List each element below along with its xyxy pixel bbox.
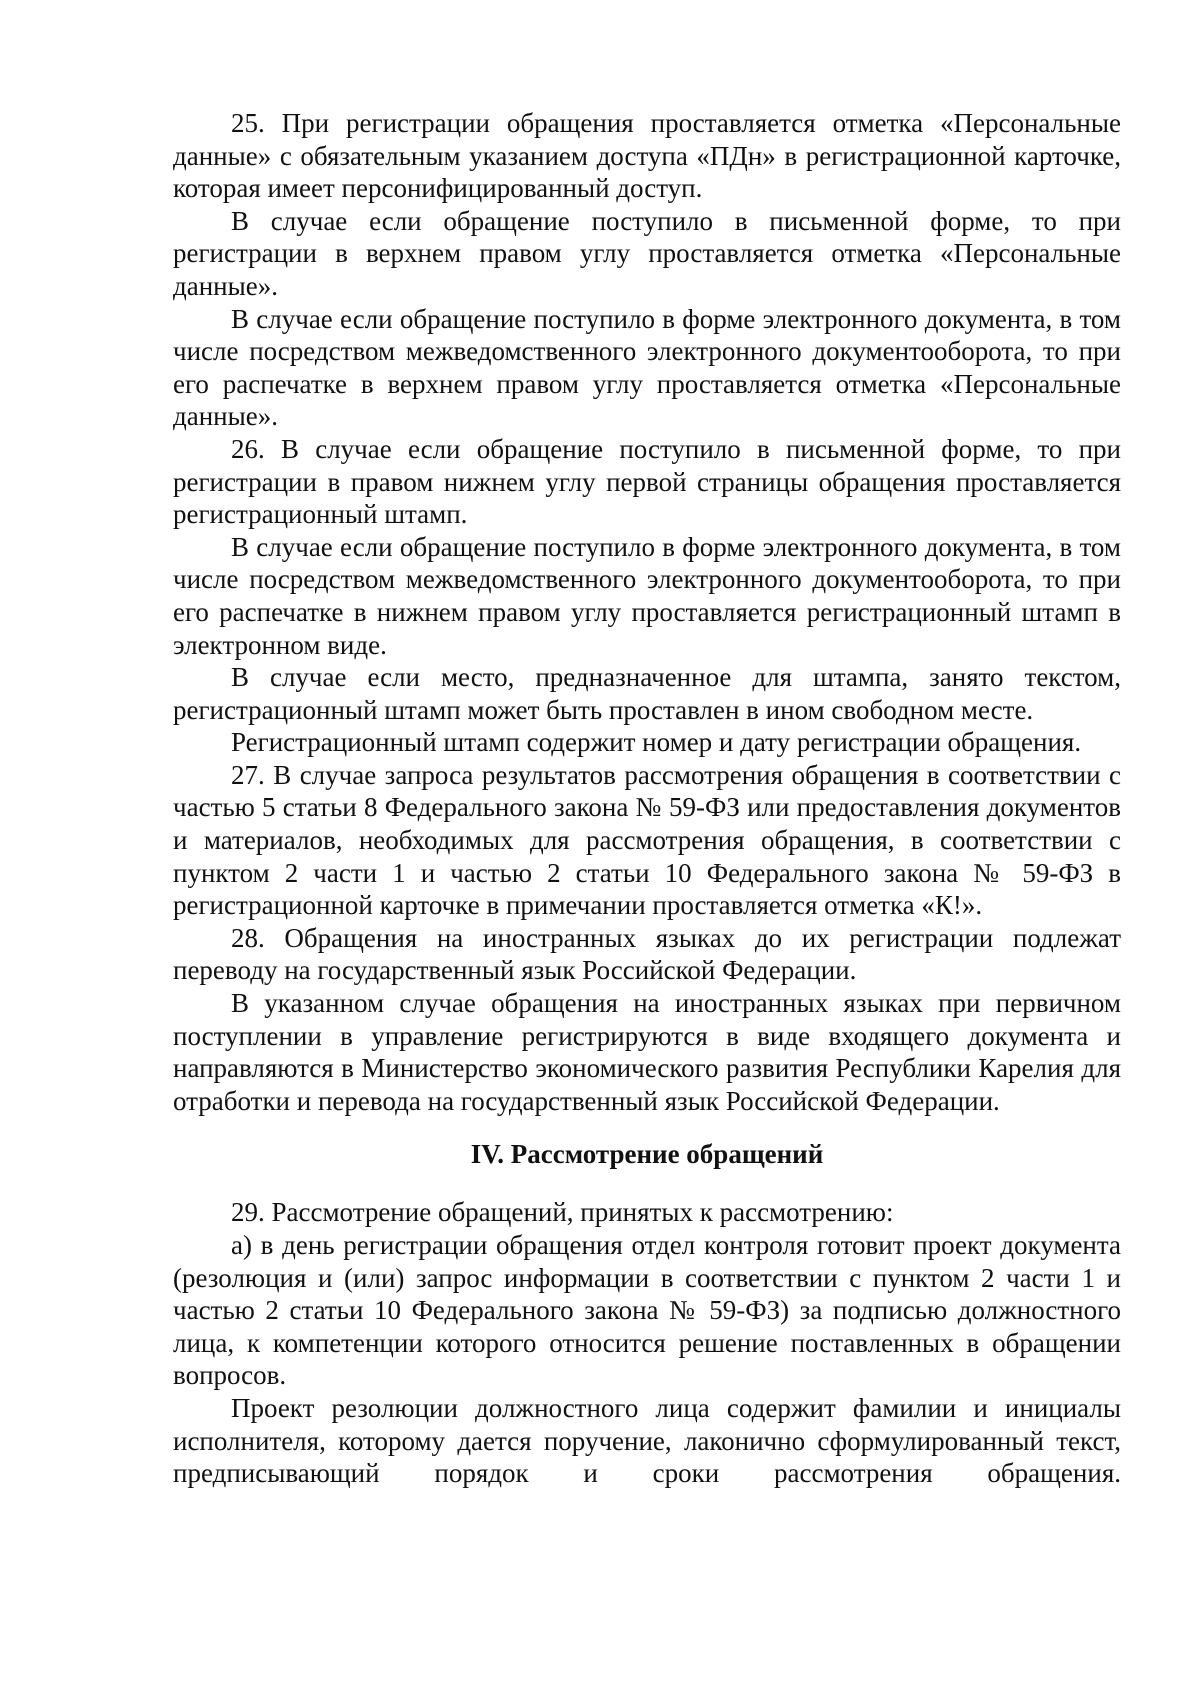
paragraph-28: 28. Обращения на иностранных языках до их регистрации подлежат переводу на государственный язык Российской Федерации.	[173, 922, 1121, 986]
document-page	[173, 107, 1121, 1490]
section-heading: IV. Рассмотрение обращений	[470, 1139, 824, 1170]
paragraph-resolution-project: Проект резолюции должностного лица содержит фамилии и инициалы исполнителя, которому дается поручение, лаконично сформулированный текст, предписывающий порядок и сроки рассмотрения обращения.	[173, 1392, 1121, 1489]
paragraph-stamp-place: В случае если место, предназначенное для штампа, занято текстом, регистрационный штамп может быть проставлен в ином свободном месте.	[173, 662, 1121, 725]
paragraph-27: 27. В случае запроса результатов рассмотрения обращения в соответствии с частью 5 статьи 8 Федерального закона № 59-ФЗ или предоставления документов и материалов, необходимых для рассмотрения обращения, в соответствии с пунктом 2 части 1 и частью 2 статьи 10 Федерального закона № 59-ФЗ в регистрационной карточке в примечании проставляется отметка «К!».	[173, 759, 1121, 921]
paragraph-electronic-stamp: В случае если обращение поступило в форме электронного документа, в том числе посредством межведомственного электронного документооборота, то при его распечатке в нижнем правом углу проставляется регистрационный штамп в электронном виде.	[173, 531, 1121, 660]
paragraph-29: 29. Рассмотрение обращений, принятых к рассмотрению:	[231, 1197, 894, 1228]
paragraph-stamp-contents: Регистрационный штамп содержит номер и дату регистрации обращения.	[231, 727, 1082, 758]
paragraph-26: 26. В случае если обращение поступило в письменной форме, то при регистрации в правом нижнем углу первой страницы обращения проставляется регистрационный штамп.	[173, 433, 1121, 530]
paragraph-25: 25. При регистрации обращения проставляется отметка «Персональные данные» с обязательным указанием доступа «ПДн» в регистрационной карточке, которая имеет персонифицированный доступ.	[173, 108, 1121, 204]
paragraph-foreign-languages: В указанном случае обращения на иностранных языках при первичном поступлении в управление регистрируются в виде входящего документа и направляются в Министерство экономического развития Республики Карелия для отработки и перевода на государственный язык Российской Федерации.	[173, 988, 1121, 1116]
paragraph-29-a: а) в день регистрации обращения отдел контроля готовит проект документа (резолюция и (или) запрос информации в соответствии с пунктом 2 части 1 и частью 2 статьи 10 Федерального закона № 59-ФЗ) за подписью должностного лица, к компетенции которого относится решение поставленных в обращении вопросов.	[173, 1230, 1121, 1391]
paragraph-written-form-mark: В случае если обращение поступило в письменной форме, то при регистрации в верхнем правом углу проставляется отметка «Персональные данные».	[173, 205, 1121, 301]
paragraph-electronic-form-mark: В случае если обращение поступило в форме электронного документа, в том числе посредством межведомственного электронного документооборота, то при его распечатке в верхнем правом углу проставляется отметка «Персональные данные».	[173, 303, 1121, 432]
